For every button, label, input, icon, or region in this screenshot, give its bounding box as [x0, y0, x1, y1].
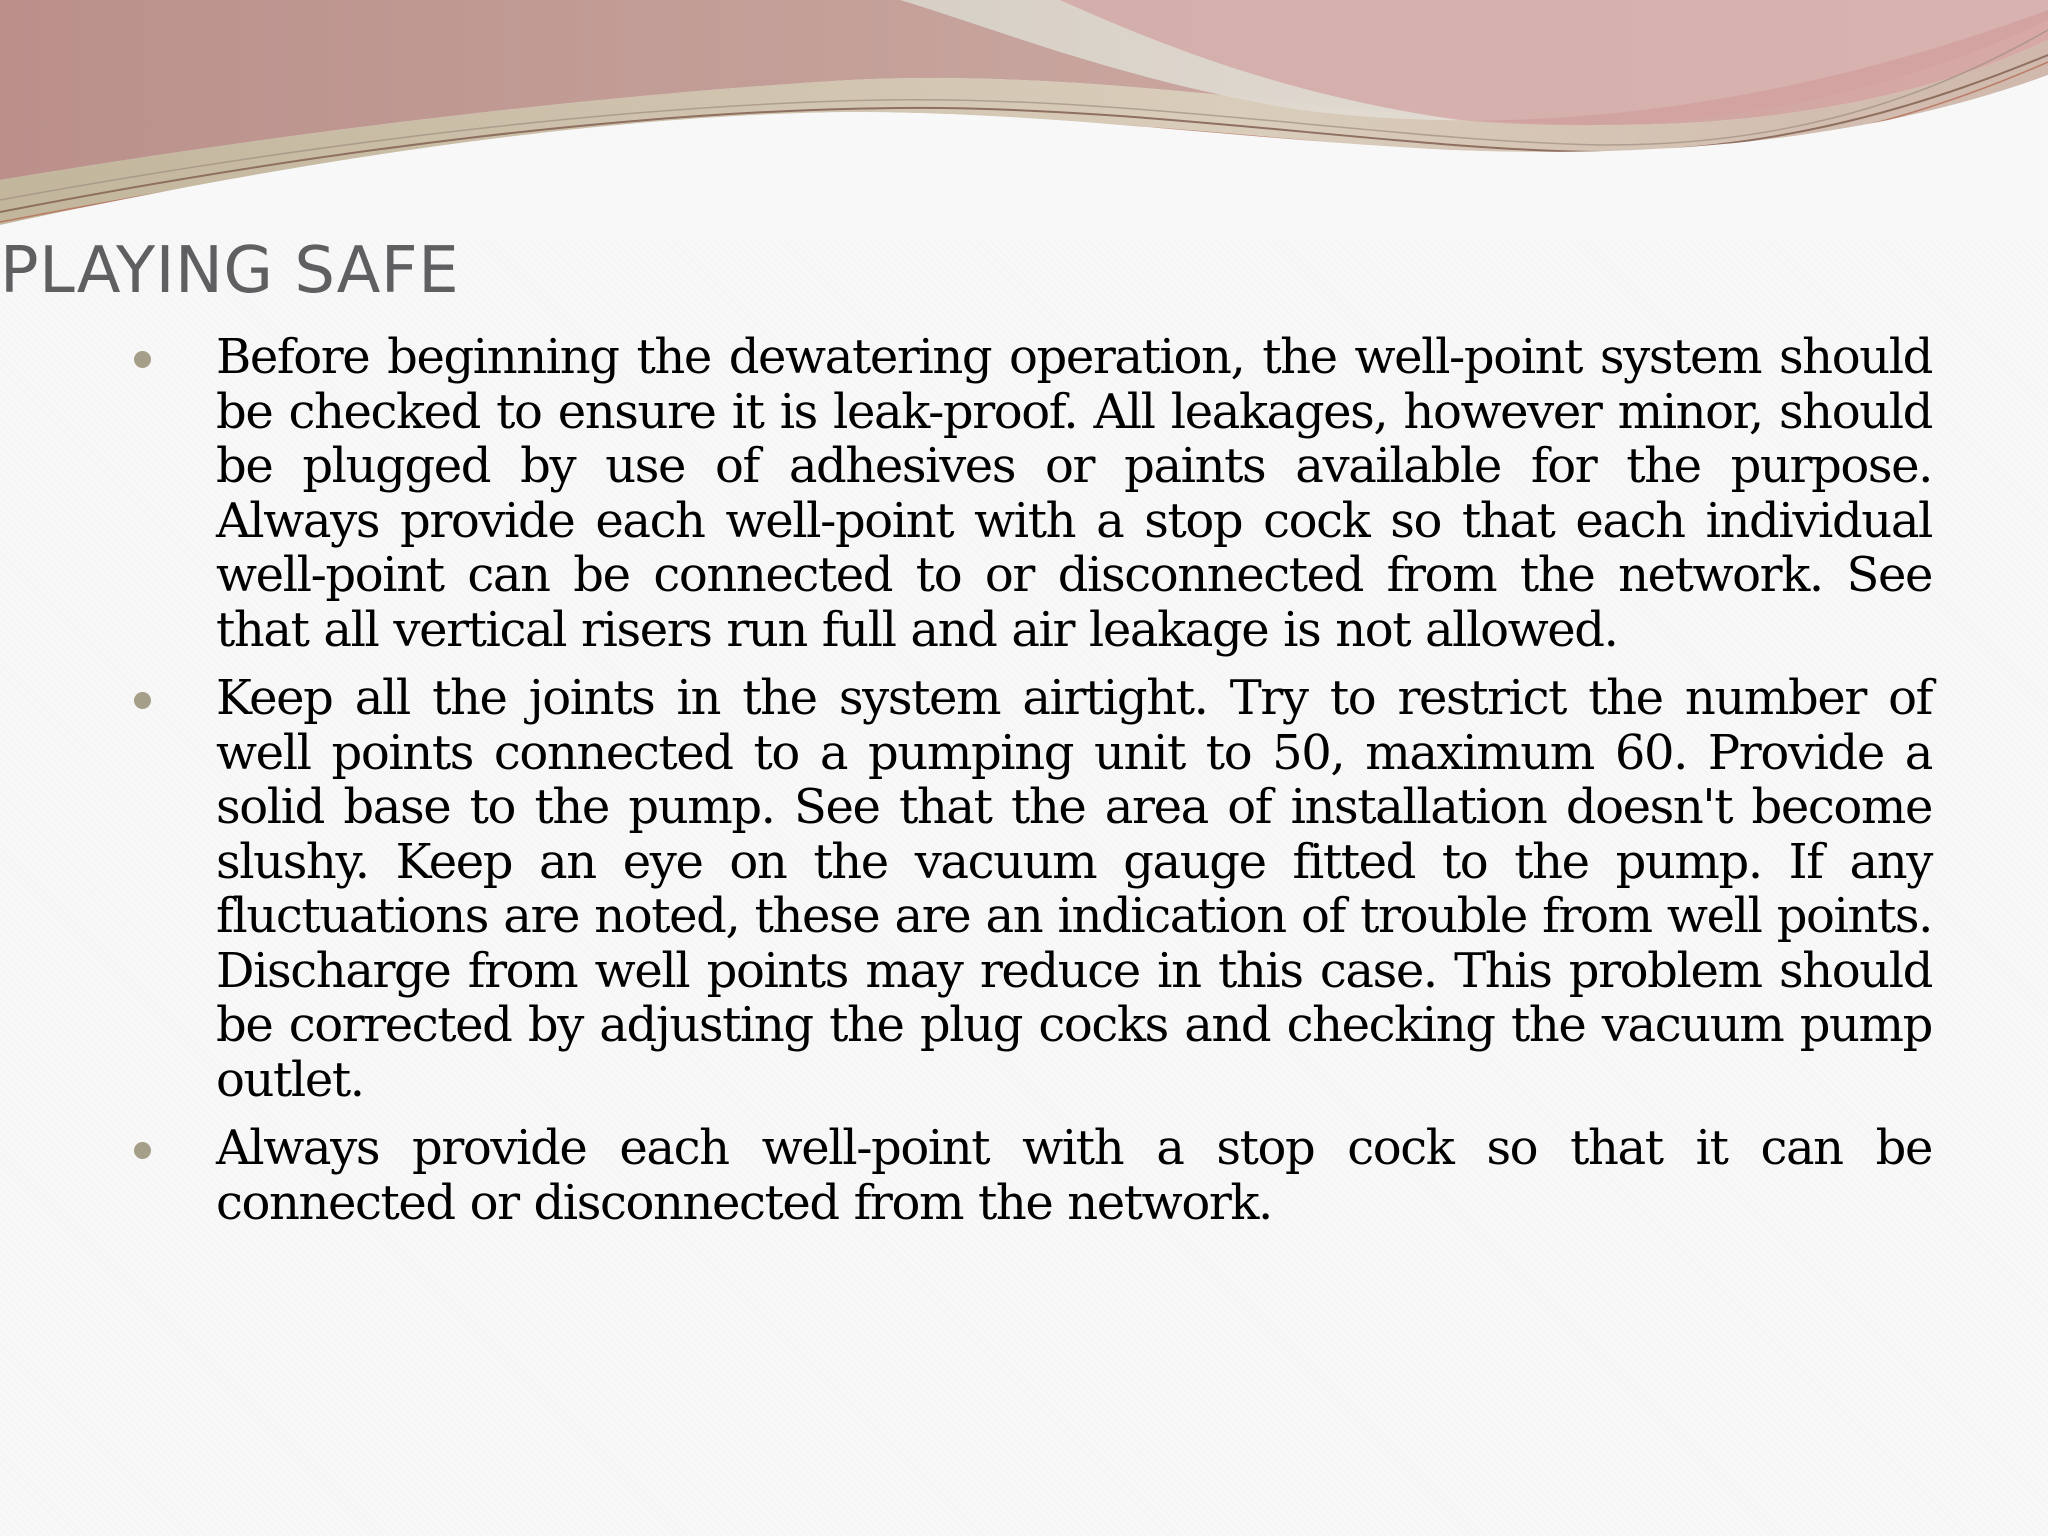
- bullet-marker-icon: [134, 1142, 151, 1159]
- bullet-list: [216, 330, 1932, 1244]
- bullet-item: [216, 330, 1932, 657]
- bullet-marker-icon: [134, 692, 151, 709]
- bullet-text: Keep all the joints in the system airtight. Try to restrict the number of well points connected to a pumping unit to 50, maximum 60. Provide a solid base to the pump. See that the area of installation doesn't become slushy. Keep an eye on the vacuum gauge fitted to the pump. If any fluctuations are noted, these are an indication of trouble from well points. Discharge from well points may reduce in this case. This problem should be corrected by adjusting the plug cocks and checking the vacuum pump outlet.: [216, 670, 1932, 1108]
- bullet-item: [216, 671, 1932, 1107]
- slide-title: PLAYING SAFE: [0, 234, 460, 308]
- bullet-marker-icon: [134, 351, 151, 368]
- bullet-item: [216, 1121, 1932, 1230]
- bullet-text: Always provide each well-point with a stop cock so that it can be connected or disconnected from the network.: [216, 1120, 1932, 1231]
- bullet-text: Before beginning the dewatering operation, the well-point system should be checked to ensure it is leak-proof. All leakages, however minor, should be plugged by use of adhesives or paints available for the purpose. Always provide each well-point with a stop cock so that each individual well-point can be connected to or disconnected from the network. See that all vertical risers run full and air leakage is not allowed.: [216, 329, 1932, 658]
- decorative-wave-banner: [0, 0, 2048, 240]
